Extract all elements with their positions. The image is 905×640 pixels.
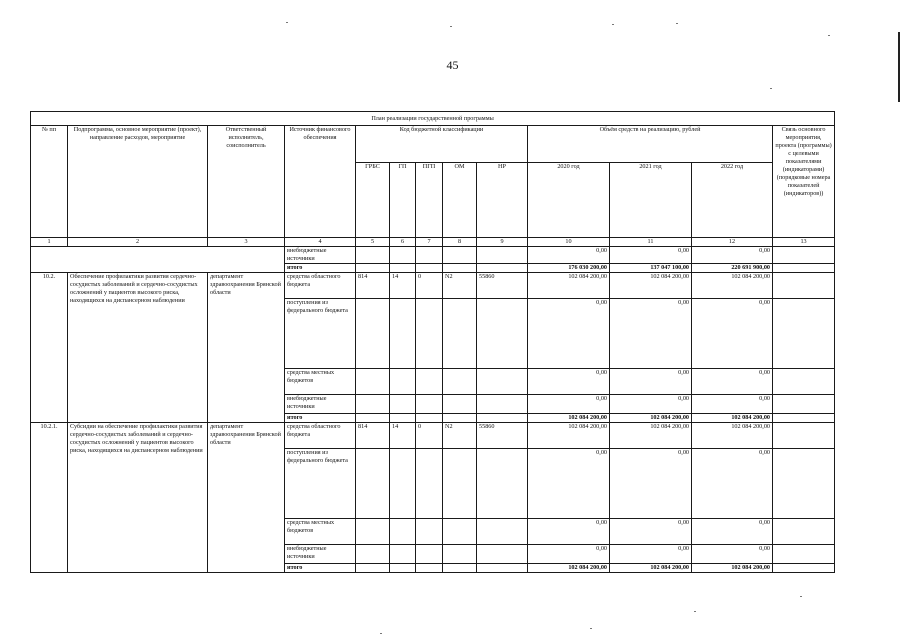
scan-speck (694, 611, 696, 612)
gp-cell (390, 395, 416, 414)
pgp-cell: 0 (416, 423, 443, 449)
link-cell (773, 247, 835, 264)
column-number-row (31, 238, 835, 247)
source-cell: внебюджетные источники (285, 395, 356, 414)
scan-speck (828, 35, 830, 36)
amount-2022: 0,00 (692, 395, 773, 414)
grbs-cell (356, 414, 390, 423)
amount-2022: 102 084 200,00 (692, 564, 773, 573)
nr-cell (477, 545, 528, 564)
scan-speck (450, 26, 452, 27)
amount-2022: 102 084 200,00 (692, 423, 773, 449)
amount-2020: 102 084 200,00 (528, 414, 610, 423)
header-om: ОМ (443, 163, 477, 238)
header-nr: НР (477, 163, 528, 238)
amount-2021: 0,00 (610, 519, 692, 545)
scan-edge-mark (898, 32, 900, 102)
pgp-cell (416, 449, 443, 519)
item-executor: департамент здравоохранения Брянской области (208, 273, 285, 423)
amount-2020: 0,00 (528, 449, 610, 519)
om-cell (443, 369, 477, 395)
scan-speck (770, 88, 772, 89)
amount-2021: 137 047 100,00 (610, 264, 692, 273)
om-cell: N2 (443, 273, 477, 299)
amount-2022: 0,00 (692, 545, 773, 564)
om-cell: N2 (443, 423, 477, 449)
grbs-cell: 814 (356, 423, 390, 449)
source-cell: итого (285, 264, 356, 273)
grbs-cell (356, 395, 390, 414)
kbk-cell (477, 264, 528, 273)
om-cell (443, 449, 477, 519)
source-cell: внебюджетные источники (285, 247, 356, 264)
source-cell: средства областного бюджета (285, 273, 356, 299)
scan-speck (286, 22, 288, 23)
column-number: 4 (285, 238, 356, 247)
om-cell (443, 299, 477, 369)
link-cell (773, 369, 835, 395)
source-cell: поступления из федерального бюджета (285, 449, 356, 519)
pgp-cell (416, 299, 443, 369)
nr-cell (477, 395, 528, 414)
amount-2022: 0,00 (692, 369, 773, 395)
link-cell (773, 564, 835, 573)
header-gp: ГП (390, 163, 416, 238)
pgp-cell (416, 369, 443, 395)
amount-2022: 0,00 (692, 247, 773, 264)
program-plan-table (30, 111, 835, 573)
table-row (31, 273, 835, 299)
empty-continuation-cell (31, 247, 285, 273)
pgp-cell (416, 545, 443, 564)
header-executor: Ответственный исполнитель, соисполнитель (208, 126, 285, 238)
amount-2022: 102 084 200,00 (692, 414, 773, 423)
page-number: 45 (446, 58, 459, 72)
column-number: 1 (31, 238, 68, 247)
amount-2020: 176 030 200,00 (528, 264, 610, 273)
item-number: 10.2. (31, 273, 68, 423)
pgp-cell (416, 414, 443, 423)
amount-2021: 0,00 (610, 395, 692, 414)
gp-cell (390, 449, 416, 519)
pgp-cell (416, 519, 443, 545)
link-cell (773, 449, 835, 519)
source-cell: средства областного бюджета (285, 423, 356, 449)
header-grbs: ГРБС (356, 163, 390, 238)
table-title: План реализации государственной программы (31, 112, 835, 126)
item-name: Субсидии на обеспечение профилактики развития сердечно-сосудистых заболеваний и сердечно-сосудистых осложнений у пациентов высокого риска, находящихся на диспансерном наблюдении (68, 423, 208, 573)
item-number: 10.2.1. (31, 423, 68, 573)
column-number: 7 (416, 238, 443, 247)
link-cell (773, 299, 835, 369)
nr-cell: 55860 (477, 423, 528, 449)
om-cell (443, 395, 477, 414)
column-number: 3 (208, 238, 285, 247)
pgp-cell: 0 (416, 273, 443, 299)
amount-2020: 102 084 200,00 (528, 564, 610, 573)
amount-2022: 0,00 (692, 299, 773, 369)
gp-cell (390, 369, 416, 395)
amount-2021: 0,00 (610, 369, 692, 395)
header-link: Связь основного мероприятия, проекта (программы) с целевыми показателями (индикаторами) (порядковые номера показателей (индикаторов)) (773, 126, 835, 238)
header-kbk: Код бюджетной классификации (356, 126, 528, 163)
scan-speck (800, 596, 802, 597)
gp-cell (390, 299, 416, 369)
amount-2022: 102 084 200,00 (692, 273, 773, 299)
kbk-cell (443, 247, 477, 264)
source-cell: итого (285, 414, 356, 423)
column-number: 2 (68, 238, 208, 247)
gp-cell (390, 564, 416, 573)
column-number: 6 (390, 238, 416, 247)
kbk-cell (390, 264, 416, 273)
link-cell (773, 545, 835, 564)
link-cell (773, 395, 835, 414)
header-row-1 (31, 126, 835, 163)
header-2022: 2022 год (692, 163, 773, 238)
source-cell: средства местных бюджетов (285, 369, 356, 395)
pgp-cell (416, 564, 443, 573)
nr-cell (477, 299, 528, 369)
link-cell (773, 273, 835, 299)
table-row (31, 247, 835, 264)
source-cell: поступления из федерального бюджета (285, 299, 356, 369)
grbs-cell: 814 (356, 273, 390, 299)
amount-2021: 0,00 (610, 299, 692, 369)
om-cell (443, 564, 477, 573)
amount-2021: 102 084 200,00 (610, 273, 692, 299)
gp-cell (390, 545, 416, 564)
kbk-cell (443, 264, 477, 273)
link-cell (773, 414, 835, 423)
nr-cell (477, 564, 528, 573)
amount-2020: 0,00 (528, 545, 610, 564)
header-2021: 2021 год (610, 163, 692, 238)
link-cell (773, 423, 835, 449)
scan-speck (590, 628, 592, 629)
kbk-cell (356, 247, 390, 264)
column-number: 12 (692, 238, 773, 247)
source-cell: внебюджетные источники (285, 545, 356, 564)
grbs-cell (356, 369, 390, 395)
scan-speck (380, 633, 382, 634)
amount-2021: 0,00 (610, 545, 692, 564)
nr-cell (477, 519, 528, 545)
column-number: 11 (610, 238, 692, 247)
scan-speck (676, 23, 678, 24)
link-cell (773, 519, 835, 545)
nr-cell: 55860 (477, 273, 528, 299)
kbk-cell (416, 264, 443, 273)
kbk-cell (477, 247, 528, 264)
grbs-cell (356, 449, 390, 519)
link-cell (773, 264, 835, 273)
gp-cell: 14 (390, 423, 416, 449)
amount-2021: 102 084 200,00 (610, 414, 692, 423)
amount-2020: 102 084 200,00 (528, 273, 610, 299)
amount-2021: 0,00 (610, 449, 692, 519)
header-volume: Объём средств на реализацию, рублей (528, 126, 773, 163)
amount-2021: 102 084 200,00 (610, 564, 692, 573)
amount-2020: 0,00 (528, 247, 610, 264)
pgp-cell (416, 395, 443, 414)
kbk-cell (356, 264, 390, 273)
source-cell: средства местных бюджетов (285, 519, 356, 545)
grbs-cell (356, 519, 390, 545)
column-number: 9 (477, 238, 528, 247)
column-number: 13 (773, 238, 835, 247)
header-pgp: ПГП (416, 163, 443, 238)
column-number: 10 (528, 238, 610, 247)
om-cell (443, 519, 477, 545)
nr-cell (477, 414, 528, 423)
header-no: № пп (31, 126, 68, 238)
kbk-cell (390, 247, 416, 264)
amount-2020: 102 084 200,00 (528, 423, 610, 449)
om-cell (443, 414, 477, 423)
grbs-cell (356, 299, 390, 369)
grbs-cell (356, 564, 390, 573)
amount-2021: 102 084 200,00 (610, 423, 692, 449)
nr-cell (477, 449, 528, 519)
table-row (31, 423, 835, 449)
column-number: 5 (356, 238, 390, 247)
amount-2022: 0,00 (692, 519, 773, 545)
table-title-row (31, 112, 835, 126)
amount-2021: 0,00 (610, 247, 692, 264)
header-source: Источник финансового обеспечения (285, 126, 356, 238)
amount-2020: 0,00 (528, 395, 610, 414)
gp-cell (390, 519, 416, 545)
scan-speck (612, 24, 614, 25)
header-name: Подпрограмма, основное мероприятие (проект), направление расходов, мероприятие (68, 126, 208, 238)
item-name: Обеспечение профилактики развития сердечно-сосудистых заболеваний и сердечно-сосудистых осложнений у пациентов высокого риска, находящихся на диспансерном наблюдении (68, 273, 208, 423)
amount-2020: 0,00 (528, 519, 610, 545)
amount-2022: 0,00 (692, 449, 773, 519)
om-cell (443, 545, 477, 564)
kbk-cell (416, 247, 443, 264)
gp-cell: 14 (390, 273, 416, 299)
source-cell: итого (285, 564, 356, 573)
amount-2020: 0,00 (528, 369, 610, 395)
grbs-cell (356, 545, 390, 564)
gp-cell (390, 414, 416, 423)
header-2020: 2020 год (528, 163, 610, 238)
item-executor: департамент здравоохранения Брянской области (208, 423, 285, 573)
column-number: 8 (443, 238, 477, 247)
nr-cell (477, 369, 528, 395)
amount-2020: 0,00 (528, 299, 610, 369)
amount-2022: 220 691 900,00 (692, 264, 773, 273)
